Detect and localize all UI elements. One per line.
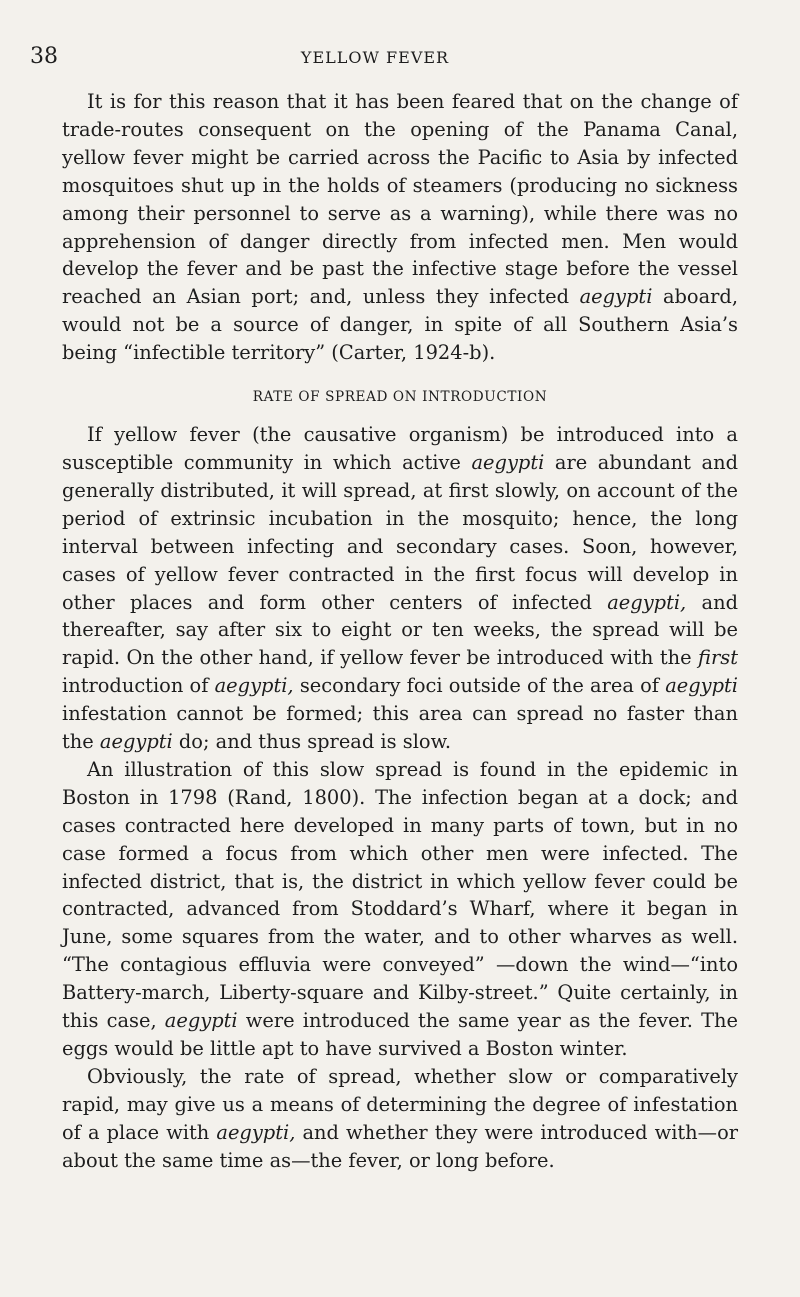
paragraph-4: Obviously, the rate of spread, whether slow or comparatively rapid, may give us a means of determining the degree of infestation of a place with aegypti, and whether they were introduced with—or about the same time as—the fever, or long before.	[62, 1064, 739, 1172]
section-heading: RATE OF SPREAD ON INTRODUCTION	[252, 389, 548, 406]
page-body	[62, 88, 738, 1175]
page-header	[30, 44, 720, 74]
running-head: YELLOW FEVER	[300, 48, 450, 67]
paragraph-3: An illustration of this slow spread is found in the epidemic in Boston in 1798 (Rand, 1800). The infection began at a dock; and cases contracted here developed in many parts of town, but in no case formed a focus from which other men were infected. The infected district, that is, the district in which yellow fever could be contracted, advanced from Stoddard’s Wharf, where it began in June, some squares from the water, and to other wharves as well. “The contagious effluvia were conveyed” —down the wind—“into Battery-march, Liberty-square and Kilby-street.” Quite certainly, in this case, aegypti were introduced the same year as the fever. The eggs would be little apt to have survived a Boston winter.	[62, 757, 738, 1060]
paragraph-1: It is for this reason that it has been feared that on the change of trade-routes consequent on the opening of the Panama Canal, yellow fever might be carried across the Pacific to Asia by infected mosquitoes shut up in the holds of steamers (producing no sickness among their personnel to serve as a warning), while there was no apprehension of danger directly from infected men. Men would develop the fever and be past the infective stage before the vessel reached an Asian port; and, unless they infected aegypti aboard, would not be a source of danger, in spite of all Southern Asia’s being “infectible territory” (Carter, 1924-b).	[62, 90, 739, 365]
paragraph-2: If yellow fever (the causative organism) be introduced into a susceptible community in which active aegypti are abundant and generally distributed, it will spread, at first slowly, on account of the period of extrinsic incubation in the mosquito; hence, the long interval between infecting and secondary cases. Soon, however, cases of yellow fever contracted in the first focus will develop in other places and form other centers of infected aegypti, and thereafter, say after six to eight or ten weeks, the spread will be rapid. On the other hand, if yellow fever be introduced with the first introduction of aegypti, secondary foci outside of the area of aegypti infestation cannot be formed; this area can spread no faster than the aegypti do; and thus spread is slow.	[62, 423, 738, 754]
page-number: 38	[30, 44, 58, 69]
